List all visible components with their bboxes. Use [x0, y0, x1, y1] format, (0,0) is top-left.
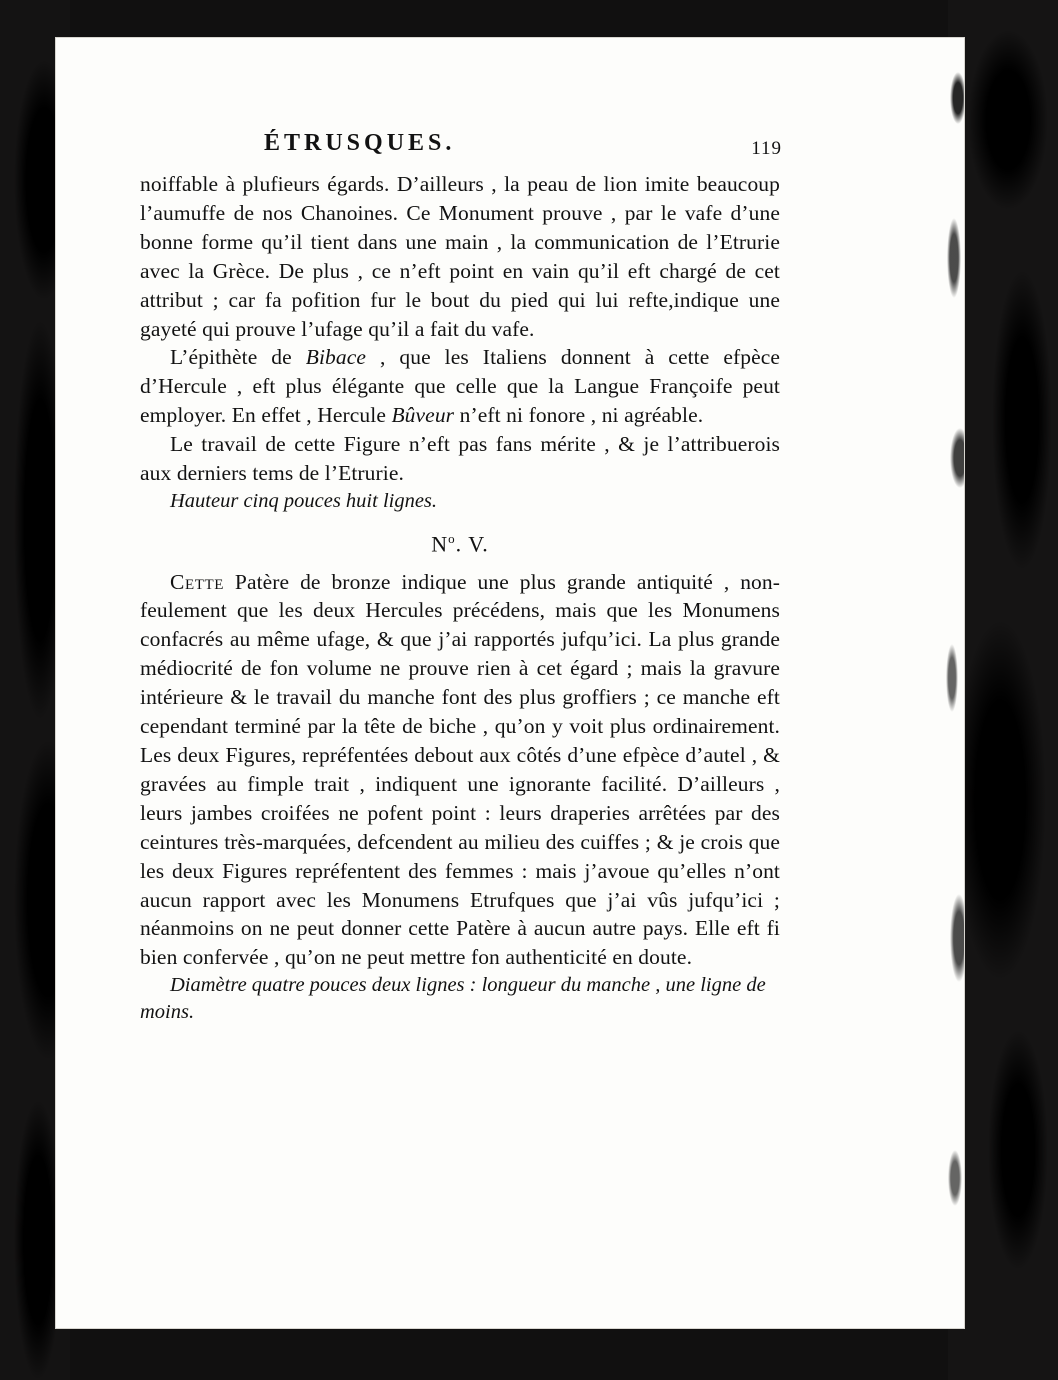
- paragraph-5: [140, 568, 780, 973]
- paragraph-4-dimensions: Hauteur cinq pouces huit lignes.: [170, 489, 438, 512]
- paragraph-2-italic-buveur: Bûveur: [391, 403, 455, 428]
- paragraph-2-part-c: n’eft ni fonore , ni agréable.: [454, 403, 704, 428]
- section-heading-numeral: . V.: [455, 531, 489, 557]
- page-sheet: [56, 38, 964, 1328]
- running-head: ÉTRUSQUES.: [264, 130, 456, 156]
- paragraph-5-smallcaps-opening: Cette: [170, 569, 224, 594]
- paragraph-5-body: Patère de bronze indique une plus grande antiquité , non-feulement que les deux Hercules précédens, mais que les Monumens confacrés au même ufage, & que j’ai rapportés jufqu’ici. La plus grande médiocrité de fon volume ne prouve rien à cet égard ; mais la gravure intérieure & le travail du manche font des plus groffiers ; ce manche eft cependant terminé par la tête de biche , qu’on y voit plus ordinairement. Les deux Figures, repréfentées debout aux côtés d’une efpèce d’autel , & gravées au fimple trait , indiquent une ignorante facilité. D’ailleurs , leurs jambes croifées ne pofent point : leurs draperies arrêtées par des ceintures très-marquées, defcendent au milieu des cuiffes ; & je crois que les deux Figures repréfentent des femmes : mais j’avoue qu’elles n’ont aucun rapport avec les Monumens Etrufques que j’ai vûs jufqu’ici ; néanmoins on ne peut donner cette Patère à aucun autre pays. Elle eft fi bien confervée , qu’on ne peut mettre fon authenticité en doute.: [140, 569, 780, 970]
- paragraph-2-italic-bibace: Bibace: [305, 345, 367, 370]
- paragraph-2-part-a: L’épithète de: [170, 345, 306, 370]
- page-header: [140, 130, 780, 164]
- paragraph-3: Le travail de cette Figure n’eft pas fans mérite , & je l’attribuerois aux derniers tems de l’Etrurie.: [140, 432, 780, 486]
- paragraph-1: noiffable à plufieurs égards. D’ailleurs , la peau de lion imite beaucoup l’aumuffe de nos Chanoines. Ce Monument prouve , par le vafe d’une bonne forme qu’il tient dans une main , la communication de l’Etrurie avec la Grèce. De plus , ce n’eft point en vain qu’il eft chargé de cet attribut ; car fa pofition fur le bout du pied qui lui refte,indique une gayeté qui prouve l’ufage qu’il a fait du vafe.: [140, 172, 780, 341]
- section-heading-ordinal: o: [448, 531, 456, 547]
- page-text-block: [140, 130, 780, 1027]
- section-heading: [140, 531, 780, 557]
- paragraph-2-part-b: , que les Italiens donnent à cette efpèce d’Hercule , eft plus élégante que celle que la Langue Françoife peut employer. En effet , Hercule: [140, 345, 781, 428]
- scan-right-gutter: [948, 0, 1058, 1380]
- paragraph-2: [140, 343, 780, 430]
- section-heading-n: N: [431, 531, 449, 557]
- paragraph-6-dimensions: Diamètre quatre pouces deux lignes : longueur du manche , une ligne de moins.: [140, 974, 766, 1024]
- page-number: 119: [751, 138, 782, 159]
- page-edge-speckle: [918, 38, 964, 1328]
